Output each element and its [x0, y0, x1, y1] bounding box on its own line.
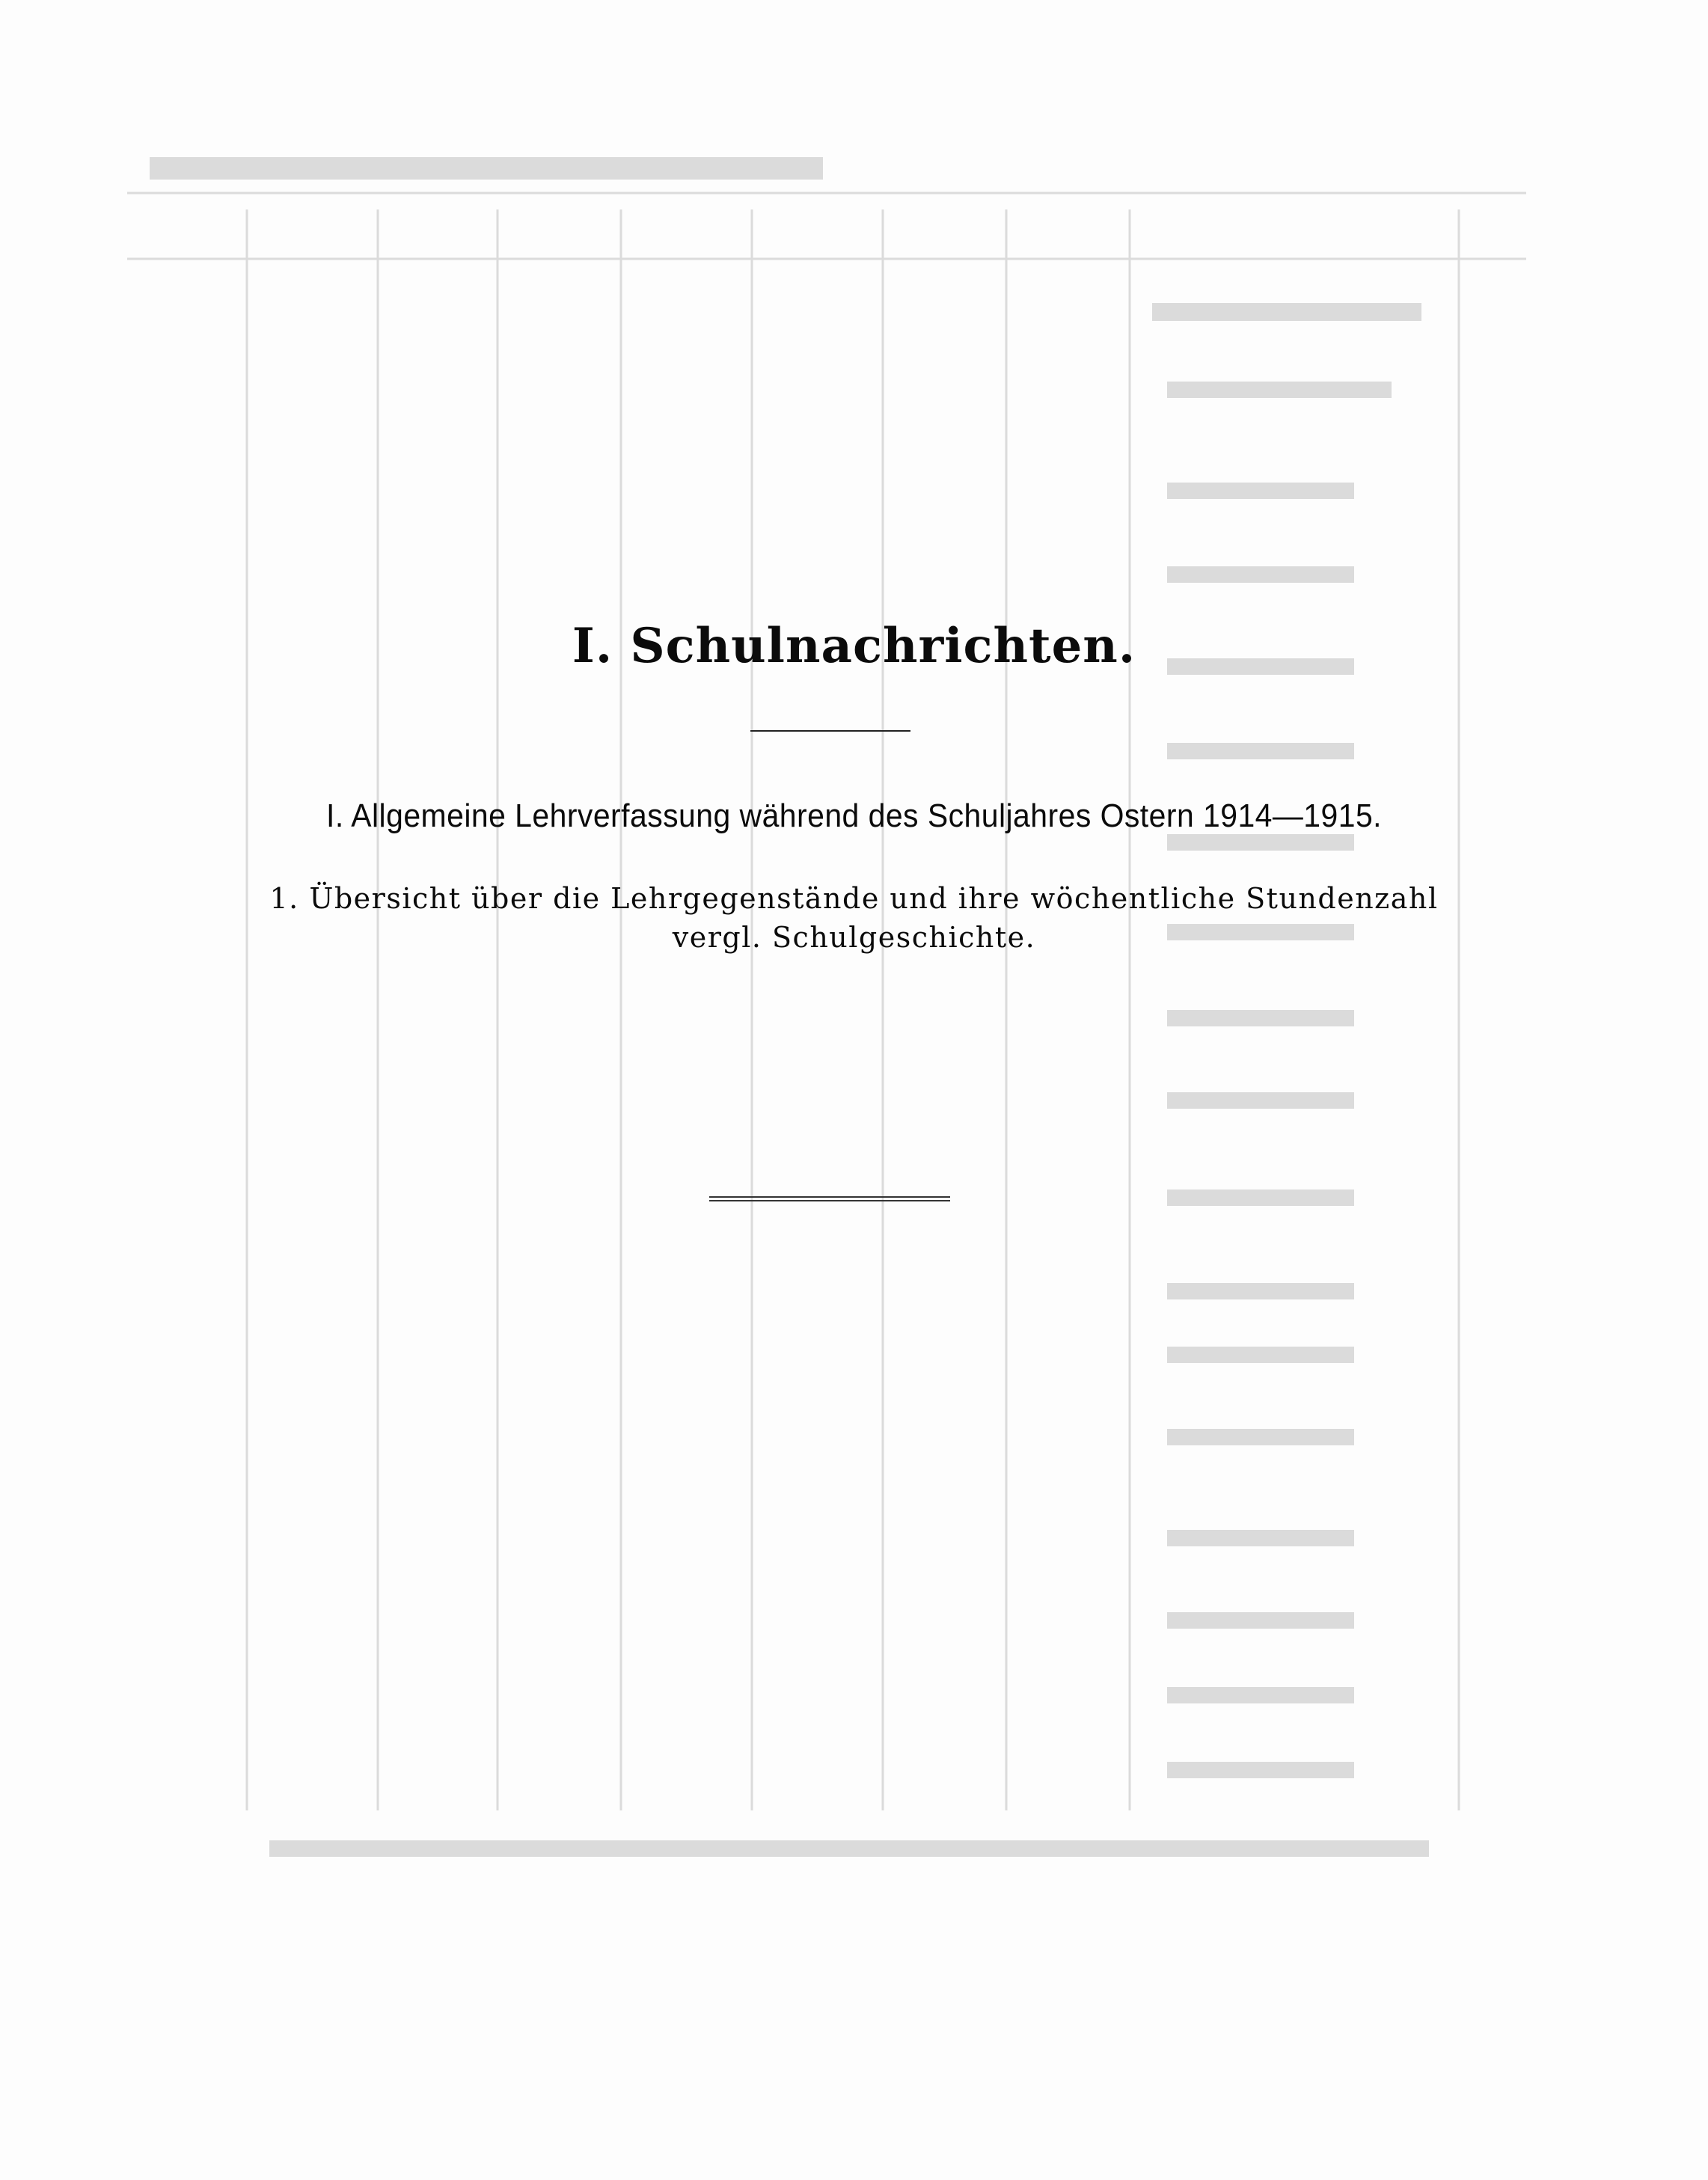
subsection-heading-line-2: vergl. Schulgeschichte.: [672, 921, 1036, 954]
title-divider: [750, 730, 910, 732]
section-heading: I. Allgemeine Lehrverfassung während des Schuljahres Ostern 1914—1915.: [325, 797, 1383, 834]
subsection-heading-line-1: 1. Übersicht über die Lehrgegenstände und ihre wöchentliche Stundenzahl: [269, 882, 1439, 915]
page-title: I. Schulnachrichten.: [572, 618, 1136, 674]
subsection-heading: [0, 879, 1708, 957]
section-end-double-rule: [709, 1196, 950, 1201]
